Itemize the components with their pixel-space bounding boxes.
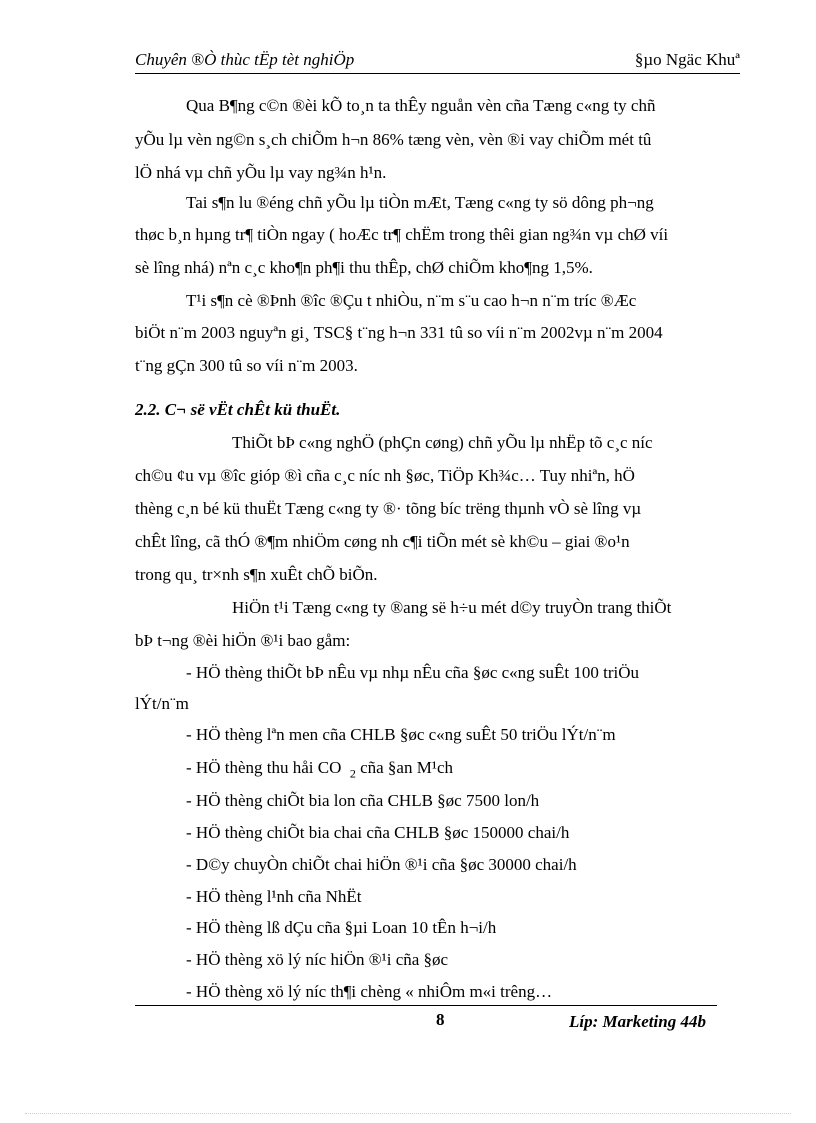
paragraph-line: thøc b¸n hµng tr¶ tiÒn ngay ( hoÆc tr¶ chËm trong thêi gian ng¾n vµ chØ víi (135, 225, 669, 244)
subscript-2: 2 (349, 766, 356, 781)
paragraph-line: ch©u ¢u vµ ®îc gióp ®ì cña c¸c níc nh §øc, TiÖp Kh¾c… Tuy nhiªn, hÖ (135, 466, 635, 485)
paragraph-line: thèng c¸n bé kü thuËt Tæng c«ng ty ®· tõng bíc trëng thµnh vÒ sè lîng vµ (135, 499, 642, 518)
list-item-text: - HÖ thèng thu håi CO (186, 758, 342, 777)
paragraph-line: T¹i s¶n cè ®Þnh ®îc ®Çu t nhiÒu, n¨m s¨u cao h¬n n¨m tríc ®Æc (186, 291, 637, 310)
list-item-text-rest: cña §an M¹ch (355, 758, 453, 777)
list-item: - HÖ thèng lß dÇu cña §µi Loan 10 tÊn h¬i/h (186, 918, 497, 937)
header-divider (135, 73, 740, 74)
paragraph-line: Qua B¶ng c©n ®èi kÕ to¸n ta thÊy nguån vèn cña Tæng c«ng ty chñ (186, 96, 656, 115)
list-item: - HÖ thèng lªn men cña CHLB §øc c«ng suÊt 50 triÖu lÝt/n¨m (186, 725, 616, 744)
paragraph-line: t¨ng gÇn 300 tû so víi n¨m 2003. (135, 356, 358, 375)
paragraph-line: Tai s¶n lu ®éng chñ yÕu lµ tiÒn mÆt, Tæng c«ng ty sö dông ph¬ng (186, 193, 654, 212)
list-item: - HÖ thèng chiÕt bia chai cña CHLB §øc 150000 chai/h (186, 823, 570, 842)
paragraph-line: HiÖn t¹i Tæng c«ng ty ®ang së h÷u mét d©y truyÒn trang thiÕt (232, 598, 672, 617)
list-item: - HÖ thèng chiÕt bia lon cña CHLB §øc 7500 lon/h (186, 791, 540, 810)
list-item: - HÖ thèng l¹nh cña NhËt (186, 887, 362, 906)
page-edge (25, 1113, 791, 1114)
page-header (135, 50, 740, 72)
section-heading: 2.2. C¬ së vËt chÊt kü thuËt. (135, 400, 341, 419)
paragraph-line: lÖ nhá vµ chñ yÕu lµ vay ng¾n h¹n. (135, 163, 387, 182)
paragraph-line: chÊt lîng, cã thÓ ®¶m nhiÖm cøng nh c¶i tiÕn mét sè kh©u – giai ®o¹n (135, 532, 630, 551)
footer-divider (135, 1005, 717, 1006)
page-number: 8 (436, 1010, 445, 1029)
paragraph-line: yÕu lµ vèn ng©n s¸ch chiÕm h¬n 86% tæng vèn, vèn ®i vay chiÕm mét tû (135, 130, 652, 149)
paragraph-line: sè lîng nhá) nªn c¸c kho¶n ph¶i thu thÊp, chØ chiÕm kho¶ng 1,5%. (135, 258, 593, 277)
paragraph-line: biÖt n¨m 2003 nguyªn gi¸ TSC§ t¨ng h¬n 331 tû so víi n¨m 2002vµ n¨m 2004 (135, 323, 663, 342)
list-item: - D©y chuyÒn chiÕt chai hiÖn ®¹i cña §øc 30000 chai/h (186, 855, 577, 874)
list-item: - HÖ thèng xö lý níc th¶i chèng « nhiÔm m«i trêng… (186, 982, 553, 1001)
list-item-continuation: lÝt/n¨m (135, 694, 189, 713)
paragraph-line: trong qu¸ tr×nh s¶n xuÊt chÕ biÕn. (135, 565, 378, 584)
paragraph-line: bÞ t¬ng ®èi hiÖn ®¹i bao gåm: (135, 631, 351, 650)
document-title: Chuyên ®Ò thùc tËp tèt nghiÖp (135, 50, 355, 69)
class-label: Líp: Marketing 44b (569, 1012, 706, 1031)
list-item (186, 758, 453, 781)
list-item: - HÖ thèng thiÕt bÞ nÊu vµ nhµ nÊu cña §øc c«ng suÊt 100 triÖu (186, 663, 640, 682)
paragraph-line: ThiÕt bÞ c«ng nghÖ (phÇn cøng) chñ yÕu lµ nhËp tõ c¸c níc (232, 433, 653, 452)
list-item: - HÖ thèng xö lý níc hiÖn ®¹i cña §øc (186, 950, 449, 969)
author-name: §µo Ngäc Khuª (634, 50, 740, 69)
